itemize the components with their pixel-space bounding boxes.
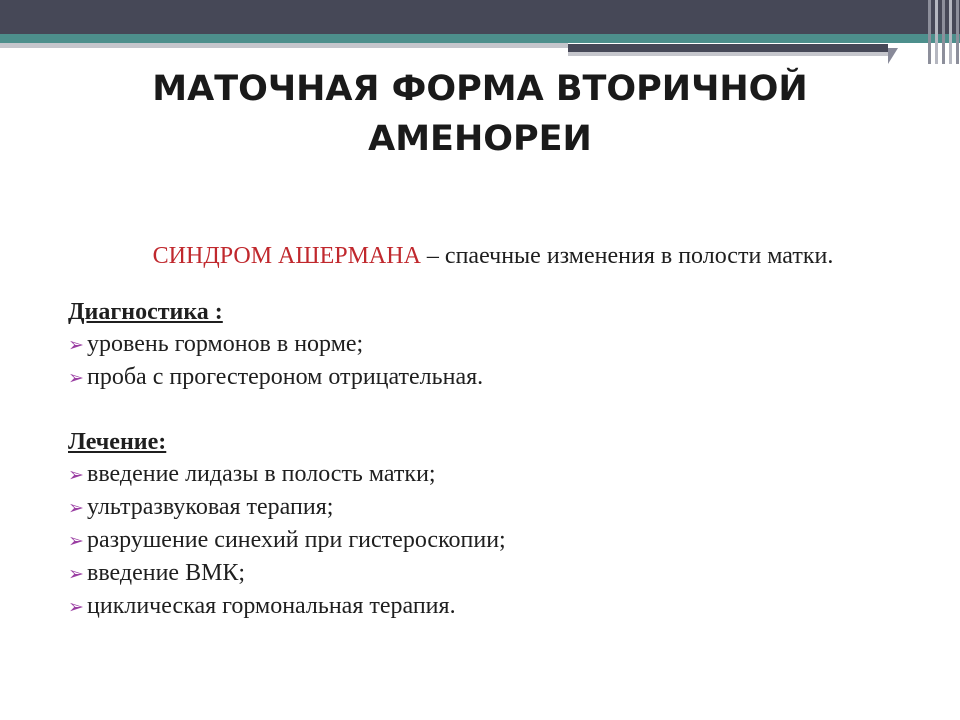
arrow-bullet-icon: ➢	[68, 596, 84, 618]
list-item	[68, 590, 898, 623]
header-band-gray	[0, 43, 568, 48]
list-item	[68, 557, 898, 590]
header-band-teal	[0, 34, 960, 43]
slide-title-line-2: АМЕНОРЕИ	[368, 119, 592, 159]
treatment-heading: Лечение:	[68, 429, 167, 455]
slide-title	[80, 64, 880, 164]
arrow-bullet-icon: ➢	[68, 334, 84, 356]
list-item	[68, 328, 898, 361]
arrow-bullet-icon: ➢	[68, 563, 84, 585]
diagnostics-heading: Диагностика :	[68, 299, 223, 325]
slide-title-line-1: МАТОЧНАЯ ФОРМА ВТОРИЧНОЙ	[152, 69, 808, 109]
header-fold-corner	[888, 48, 898, 64]
list-item	[68, 524, 898, 557]
header-band-dark	[0, 0, 960, 34]
list-item-text: введение лидазы в полость матки;	[87, 461, 436, 487]
slide-body	[68, 240, 898, 655]
arrow-bullet-icon: ➢	[68, 497, 84, 519]
diagnostics-list	[68, 328, 898, 394]
syndrome-definition	[68, 240, 898, 272]
arrow-bullet-icon: ➢	[68, 367, 84, 389]
list-item	[68, 491, 898, 524]
header-accent-bar	[568, 44, 888, 52]
header-accent-underline	[568, 52, 888, 56]
list-item-text: проба с прогестероном отрицательная.	[87, 364, 484, 390]
arrow-bullet-icon: ➢	[68, 464, 84, 486]
list-item-text: разрушение синехий при гистероскопии;	[87, 527, 506, 553]
list-item-text: ультразвуковая терапия;	[87, 494, 334, 520]
treatment-list	[68, 458, 898, 623]
arrow-bullet-icon: ➢	[68, 530, 84, 552]
list-item-text: циклическая гормональная терапия.	[87, 593, 456, 619]
syndrome-description: – спаечные изменения в полости матки.	[420, 243, 834, 269]
list-item	[68, 458, 898, 491]
header-stripes-decoration	[924, 0, 960, 64]
list-item-text: введение ВМК;	[87, 560, 246, 586]
syndrome-term: СИНДРОМ АШЕРМАНА	[152, 243, 421, 269]
list-item-text: уровень гормонов в норме;	[87, 331, 364, 357]
list-item	[68, 361, 898, 394]
